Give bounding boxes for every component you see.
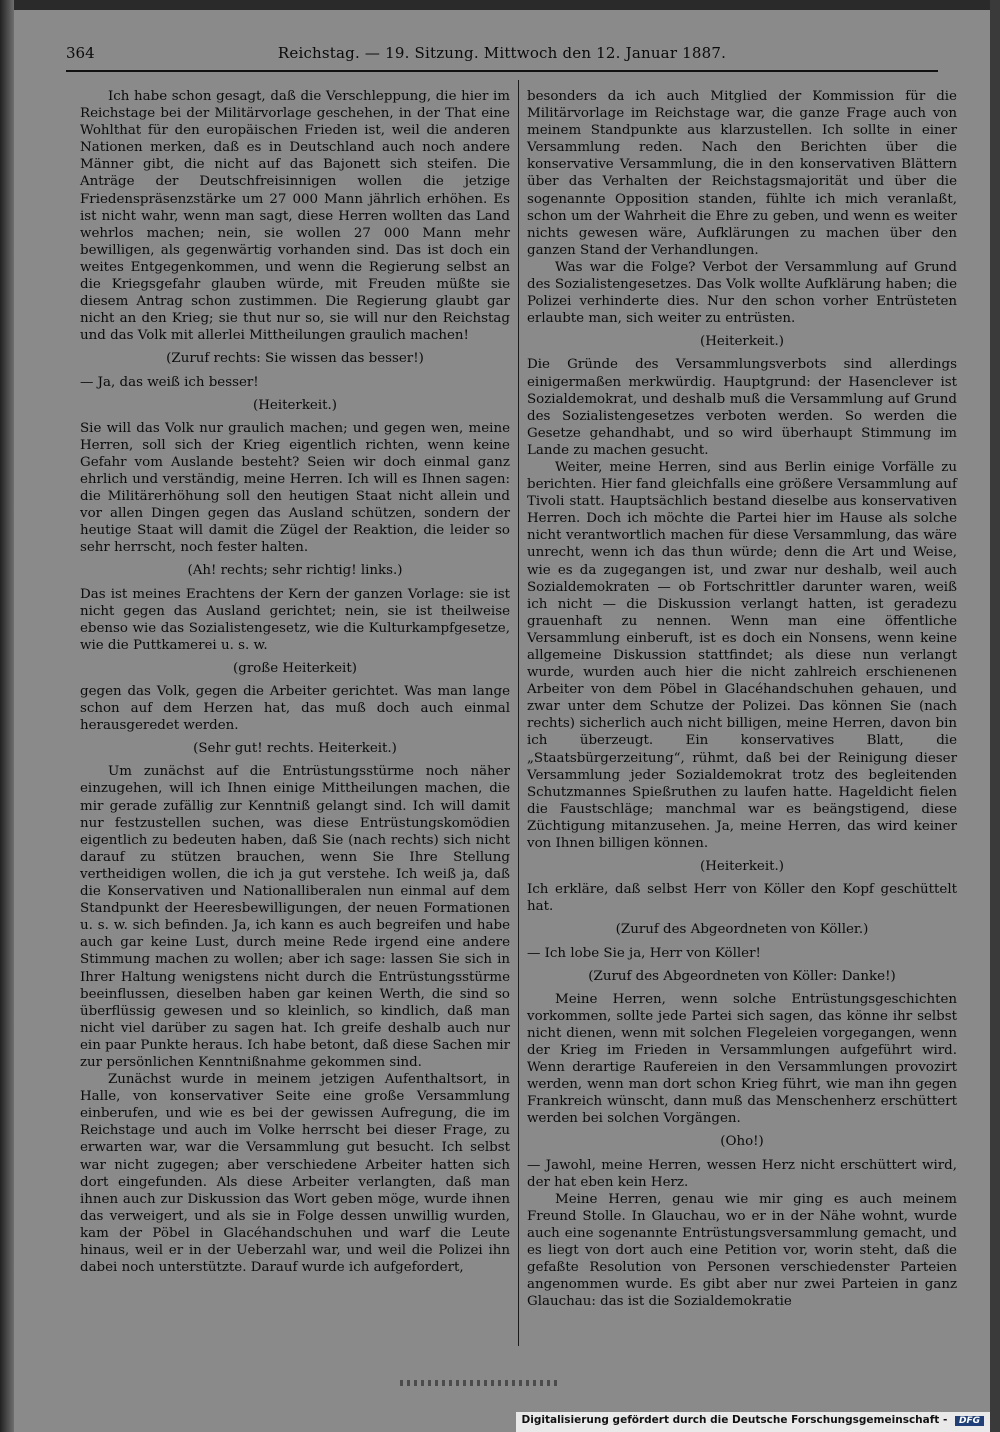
paragraph: Weiter, meine Herren, sind aus Berlin einige Vorfälle zu berichten. Hier fand gleichfalls eine größere Versammlung auf Tivoli statt. Hauptsächlich bestand dieselbe aus konservativen Herren. Doch ich möchte die Partei hier im Hause als solche nicht verantwortlich machen für diese Versammlung, das wäre unrecht, wenn ich das thun würde; denn die Art und Weise, wie es da zugegangen ist, und zwar nur deshalb, weil auch Sozialdemokraten — ob Fortschrittler darunter waren, weiß ich nicht — die Diskussion verlangt hatten, ist geradezu grauenhaft zu nennen. Wenn man eine öffentliche Versammlung einberuft, ist es doch ein Nonsens, wenn keine allgemeine Diskussion stattfindet; als diese nun verlangt wurde, wurden auch hier die nicht zahlreich erschienenen Arbeiter von dem Pöbel in Glacéhandschuhen gehauen, und zwar unter dem Schutze der Polizei. Das können Sie (nach rechts) sicherlich auch nicht billigen, meine Herren, davon bin ich überzeugt. Ein konservatives Blatt, die „Staatsbürgerzeitung“, rühmt, daß bei der Reinigung dieser Versammlung jeder Sozialdemokrat trotz des begleitenden Schutzmannes Spießruthen zu laufen hatte. Hageldicht fielen die Faustschläge; manchmal war es beängstigend, diese Züchtigung mitanzusehen. Ja, meine Herren, das wird keiner von Ihnen billigen können. <box>527 459 957 852</box>
stage-direction: (Heiterkeit.) <box>700 859 784 875</box>
stage-direction: (große Heiterkeit) <box>233 660 357 676</box>
scan-edge-top <box>0 0 1000 10</box>
stage-direction: (Heiterkeit.) <box>700 334 784 350</box>
paragraph: Meine Herren, genau wie mir ging es auch meinem Freund Stolle. In Glauchau, wo er in der Nähe wohnt, wurde auch eine sogenannte Entrüstungsversammlung gemacht, und es liegt von dort auch eine Petition vor, worin steht, daß die gefaßte Resolution von Personen verschiedenster Parteien angenommen wurde. Es gibt aber nur zwei Parteien in ganz Glauchau: das ist die Sozialdemokratie <box>527 1191 957 1310</box>
stage-direction: (Zuruf des Abgeordneten von Köller: Danke!) <box>588 968 896 984</box>
paragraph: Meine Herren, wenn solche Entrüstungsgeschichten vorkommen, sollte jede Partei sich sagen, das könne ihr selbst nicht dienen, wenn mit solchen Flegeleien vorgegangen, wenn der Krieg im Frieden in Versammlungen aufgeführt wird. Wenn derartige Raufereien in den Versammlungen provozirt werden, wenn man dort schon Krieg führt, wie man ihn gegen Frankreich wünscht, dann muß das Menschenherz erschüttert werden bei solchen Vorgängen. <box>527 991 957 1127</box>
column-divider <box>518 80 519 1346</box>
page-bottom-mark <box>400 1380 560 1386</box>
paragraph: Die Gründe des Versammlungsverbots sind allerdings einigermaßen merkwürdig. Hauptgrund: der Hasenclever ist Sozialdemokrat, und deshalb muß die Versammlung auf Grund des Sozialistengesetzes verboten werden. So werden die Gesetze gehandhabt, und so wird überhaupt Stimmung im Lande zu machen gesucht. <box>527 357 957 458</box>
paragraph: Ich erkläre, daß selbst Herr von Köller den Kopf geschüttelt hat. <box>527 882 957 915</box>
paragraph: Zunächst wurde in meinem jetzigen Aufenthaltsort, in Halle, von konservativer Seite eine große Versammlung einberufen, und wie es bei der gewissen Aufregung, die im Reichstage und auch im Volke herrscht bei dieser Frage, zu erwarten war, war die Versammlung gut besucht. Ich selbst war nicht zugegen; aber verschiedene Arbeiter hatten sich dort eingefunden. Als diese Arbeiter verlangten, daß man ihnen auch zur Diskussion das Wort geben möge, wurde ihnen das verweigert, und als sie in Folge dessen unwillig wurden, kam der Pöbel in Glacéhandschuhen und warf die Leute hinaus, weil er in der Ueberzahl war, und weil die Polizei ihn dabei noch unterstützte. Darauf wurde ich aufgefordert, <box>80 1072 510 1276</box>
paragraph: Um zunächst auf die Entrüstungsstürme noch näher einzugehen, will ich Ihnen einige Mittheilungen machen, die mir gerade zufällig zur Kenntniß gelangt sind. Ich will damit nur festzustellen suchen, was diese Entrüstungskomödien eigentlich zu bedeuten haben, daß Sie (nach rechts) sich nicht darauf zu stützen brauchen, wenn Sie Ihre Stellung vertheidigen wollen, die ich ja gut verstehe. Ich weiß ja, daß die Konservativen und Nationalliberalen nun einmal auf dem Standpunkt der Heeresbewilligungen, der neuen Formationen u. s. w. sich befinden. Ja, ich kann es auch begreifen und habe auch gar keine Lust, durch meine Rede irgend eine andere Stimmung machen zu wollen; aber ich sage: lassen Sie sich in Ihrer Haltung wenigstens nicht durch die Entrüstungsstürme beeinflussen, dieselben haben gar keinen Werth, die sind so überflüssig gewesen und so kleinlich, so kindlich, daß man nicht viel darüber zu sagen hat. Ich greife deshalb auch nur ein paar Punkte heraus. Ich habe betont, daß diese Sachen mir zur persönlichen Kenntnißnahme gekommen sind. <box>80 764 510 1070</box>
stage-direction: (Heiterkeit.) <box>253 397 337 413</box>
page-number: 364 <box>66 44 95 62</box>
dfg-logo: DFG <box>955 1416 984 1426</box>
scan-edge-left <box>0 0 14 1432</box>
stage-direction: (Oho!) <box>720 1134 764 1150</box>
page-header <box>66 44 938 68</box>
right-column <box>527 88 957 1310</box>
paragraph: besonders da ich auch Mitglied der Kommission für die Militärvorlage im Reichstage war, die ganze Frage auch von meinem Standpunkte aus klarzustellen. Ich sollte in einer Versammlung reden. Nach den Berichten über die konservative Versammlung, die in den konservativen Blättern über das Verhalten der Reichstagsmajorität und über die sogenannte Opposition standen, fühlte ich mich veranlaßt, schon um der Wahrheit die Ehre zu geben, und wenn es weiter nichts gewesen wäre, Aufklärungen zu machen über den ganzen Stand der Verhandlungen. <box>527 89 957 258</box>
paragraph: Was war die Folge? Verbot der Versammlung auf Grund des Sozialistengesetzes. Das Volk wollte Aufklärung haben; die Polizei verhinderte dies. Nur den schon vorher Entrüsteten erlaubte man, sich weiter zu entrüsten. <box>527 259 957 327</box>
paragraph: Das ist meines Erachtens der Kern der ganzen Vorlage: sie ist nicht gegen das Ausland gerichtet; nein, sie ist theilweise ebenso wie das Sozialistengesetz, wie die Kulturkampfgesetze, wie die Puttkamerei u. s. w. <box>80 586 510 653</box>
left-column <box>80 88 510 1276</box>
paragraph: — Ich lobe Sie ja, Herr von Köller! <box>527 945 761 961</box>
paragraph: — Ja, das weiß ich besser! <box>80 374 259 390</box>
header-rule <box>66 70 938 72</box>
paragraph: Sie will das Volk nur graulich machen; und gegen wen, meine Herren, soll sich der Krieg eigentlich richten, wenn keine Gefahr vom Auslande besteht? Seien wir doch einmal ganz ehrlich und verständig, meine Herren. Ich will es Ihnen sagen: die Militärerhöhung soll den heutigen Staat nicht allein und vor allen Dingen gegen das Ausland schützen, sondern der heutige Staat will damit die Zügel der Reaktion, die leider so sehr herrscht, noch fester halten. <box>80 420 510 556</box>
stage-direction: (Zuruf rechts: Sie wissen das besser!) <box>166 351 424 367</box>
paragraph: Ich habe schon gesagt, daß die Verschleppung, die hier im Reichstage bei der Militärvorlage geschehen, in der That eine Wohlthat für den europäischen Frieden ist, weil die anderen Nationen merken, daß es in Deutschland auch noch andere Männer gibt, die nicht auf das Bajonett sich steifen. Die Anträge der Deutschfreisinnigen wollen die jetzige Friedenspräsenzstärke um 27 000 Mann jährlich erhöhen. Es ist nicht wahr, wenn man sagt, diese Herren wollten das Land wehrlos machen; nein, sie wollen 27 000 Mann mehr bewilligen, als gegenwärtig vorhanden sind. Das ist doch ein weites Entgegenkommen, und wenn die Regierung selbst an die Kriegsgefahr glauben würde, mit Freuden müßte sie diesem Antrag schon zustimmen. Die Regierung glaubt gar nicht an den Krieg; sie thut nur so, sie will nur den Reichstag und das Volk mit allerlei Mittheilungen graulich machen! <box>80 89 510 344</box>
stage-direction: (Ah! rechts; sehr richtig! links.) <box>187 563 403 579</box>
scan-edge-right <box>990 0 1000 1432</box>
stage-direction: (Zuruf des Abgeordneten von Köller.) <box>615 922 869 938</box>
digitization-credit <box>516 1412 990 1432</box>
paragraph: gegen das Volk, gegen die Arbeiter gerichtet. Was man lange schon auf dem Herzen hat, das muß doch auch einmal herausgeredet werden. <box>80 684 510 734</box>
paragraph: — Jawohl, meine Herren, wessen Herz nicht erschüttert wird, der hat eben kein Herz. <box>527 1157 957 1190</box>
credit-text: Digitalisierung gefördert durch die Deutsche Forschungsgemeinschaft - <box>521 1414 948 1426</box>
running-head: Reichstag. — 19. Sitzung. Mittwoch den 12. Januar 1887. <box>277 44 727 62</box>
stage-direction: (Sehr gut! rechts. Heiterkeit.) <box>193 741 397 757</box>
